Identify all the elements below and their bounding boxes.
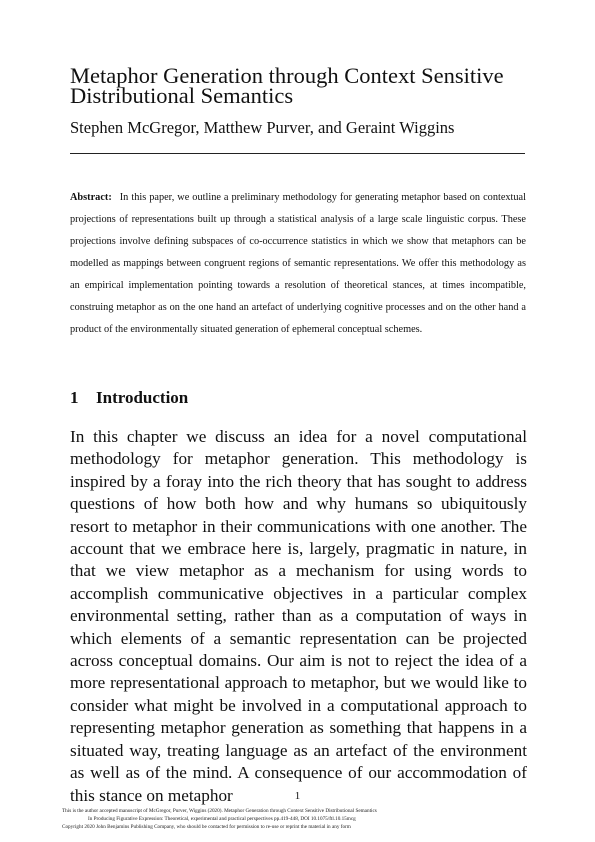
title-divider bbox=[70, 153, 525, 154]
footnote-line-1: This is the author accepted manuscript of McGregor, Purver, Wiggins (2020). Metaphor Generation through Context Sensitive Distributional Semantics bbox=[62, 808, 377, 814]
abstract-label: Abstract: bbox=[70, 192, 112, 203]
footnote-line-2: In Producing Figurative Expression: Theoretical, experimental and practical perspectives pp.419-448, DOI 10.1075/ftl.10.15mcg bbox=[88, 816, 356, 822]
paper-title: Metaphor Generation through Context Sensitive Distributional Semantics bbox=[70, 63, 504, 108]
abstract-text: In this paper, we outline a preliminary methodology for generating metaphor based on contextual projections of representations built up through a statistical analysis of a large scale linguistic corpus. These projections involve defining subspaces of co-occurrence statistics in which we show that metaphors can be modelled as mappings between congruent regions of semantic representations. We offer this methodology as an empirical implementation pointing towards a resolution of theoretical stances, at times incompatible, construing metaphor as on the one hand an artefact of underlying cognitive processes and on the other hand a product of the environmentally situated generation of ephemeral conceptual schemes. bbox=[70, 192, 526, 335]
section-heading bbox=[70, 387, 520, 409]
footnote-line-3: Copyright 2020 John Benjamins Publishing Company, who should be contacted for permission to re-use or reprint the material in any form bbox=[62, 824, 351, 830]
body-paragraph: In this chapter we discuss an idea for a novel computational methodology for metaphor generation. This methodology is inspired by a foray into the rich theory that has sought to address questions of how both how and why humans so ubiquitously resort to metaphor in their communications with one another. The account that we embrace here is, largely, pragmatic in nature, in that we view metaphor as a mechanism for using words to accomplish communicative objectives in a particular complex environmental setting, rather than as a computation of ways in which elements of a semantic representation can be projected across conceptual domains. Our aim is not to reject the idea of a more representational approach to metaphor, but we would like to consider what might be involved in a computational approach to representing metaphor generation as something that happens in a situated way, treating language as an artefact of the environment as well as of the mind. A consequence of our accommodation of this stance on metaphor bbox=[70, 427, 527, 805]
paper-authors: Stephen McGregor, Matthew Purver, and Geraint Wiggins bbox=[70, 118, 455, 137]
page-number: 1 bbox=[294, 790, 301, 802]
section-title: Introduction bbox=[96, 388, 189, 407]
abstract bbox=[70, 187, 526, 341]
copyright-footnote bbox=[62, 807, 542, 831]
section-number: 1 bbox=[70, 388, 79, 407]
